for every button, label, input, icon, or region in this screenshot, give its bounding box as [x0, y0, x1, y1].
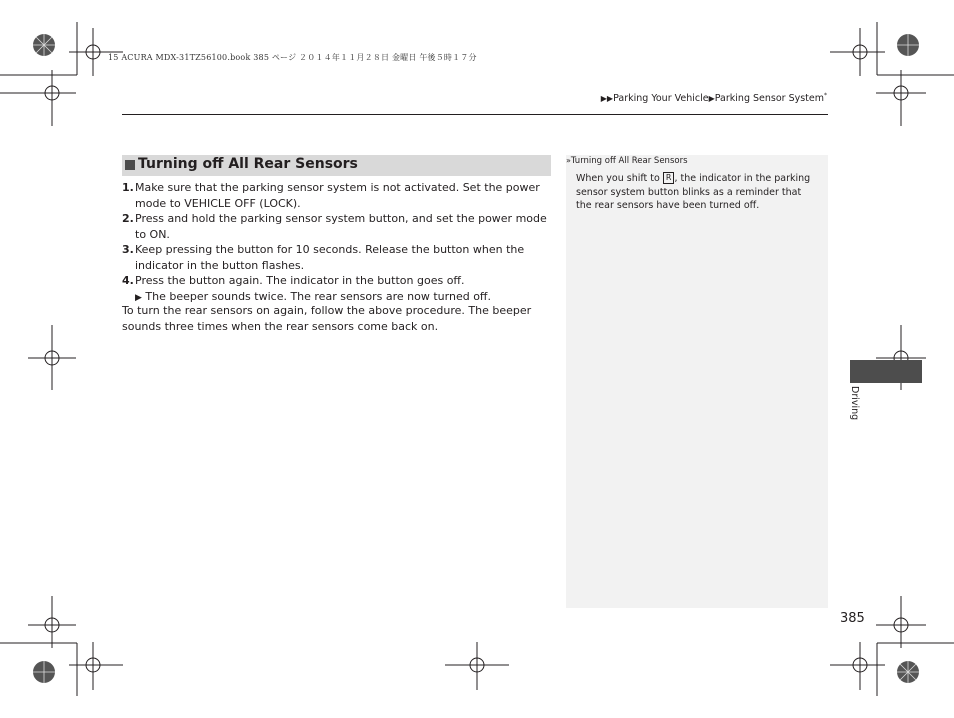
note-title-text: Turning off All Rear Sensors [570, 156, 688, 166]
gear-r-icon: R [663, 172, 675, 184]
note-ref-icon: » [566, 156, 571, 165]
section-heading [122, 155, 551, 176]
steps-list [122, 180, 554, 306]
step-item [122, 242, 554, 273]
breadcrumb-asterisk: * [824, 92, 827, 99]
note-body-post: , the indicator in the parking sensor system button blinks as a reminder that the rear sensors have been turned off. [576, 173, 811, 211]
breadcrumb-arrows: ▶▶ [600, 94, 614, 104]
print-header: 15 ACURA MDX-31TZ56100.book 385 ページ ２０１４年１１月２８日 金曜日 午後５時１７分 [108, 53, 477, 62]
page-number: 385 [840, 611, 865, 626]
breadcrumb-item-parking-sensor-system: Parking Sensor System [714, 93, 824, 105]
step-text: Press the button again. The indicator in the button goes off. [135, 274, 465, 287]
step-text: Keep pressing the button for 10 seconds. Release the button when the indicator in the button flashes. [135, 243, 525, 272]
note-sidebar [566, 155, 828, 608]
note-body [576, 172, 816, 213]
step-item [122, 180, 554, 211]
step-item [122, 211, 554, 242]
breadcrumb-separator: ▶ [708, 94, 715, 104]
chapter-tab [850, 360, 922, 383]
step-number: 3. [122, 243, 134, 256]
step-result-text: The beeper sounds twice. The rear sensors are now turned off. [141, 289, 492, 303]
chapter-tab-label: Driving [849, 386, 860, 421]
section-square-icon [125, 160, 135, 170]
step-number: 2. [122, 212, 134, 225]
note-body-pre: When you shift to [576, 173, 663, 184]
step-number: 1. [122, 181, 134, 194]
header-rule [122, 114, 828, 115]
breadcrumb-item-parking-your-vehicle: Parking Your Vehicle [613, 93, 709, 105]
section-title: Turning off All Rear Sensors [138, 156, 358, 172]
body-paragraph: To turn the rear sensors on again, follow the above procedure. The beeper sounds three times when the rear sensors come back on. [122, 304, 532, 333]
step-text: Make sure that the parking sensor system is not activated. Set the power mode to VEHICLE OFF (LOCK). [135, 181, 540, 210]
step-number: 4. [122, 274, 134, 287]
result-arrow-icon: ▶ [135, 292, 142, 303]
breadcrumb [601, 92, 827, 104]
note-title [566, 156, 688, 166]
step-text: Press and hold the parking sensor system button, and set the power mode to ON. [135, 212, 547, 241]
step-item [122, 273, 554, 306]
